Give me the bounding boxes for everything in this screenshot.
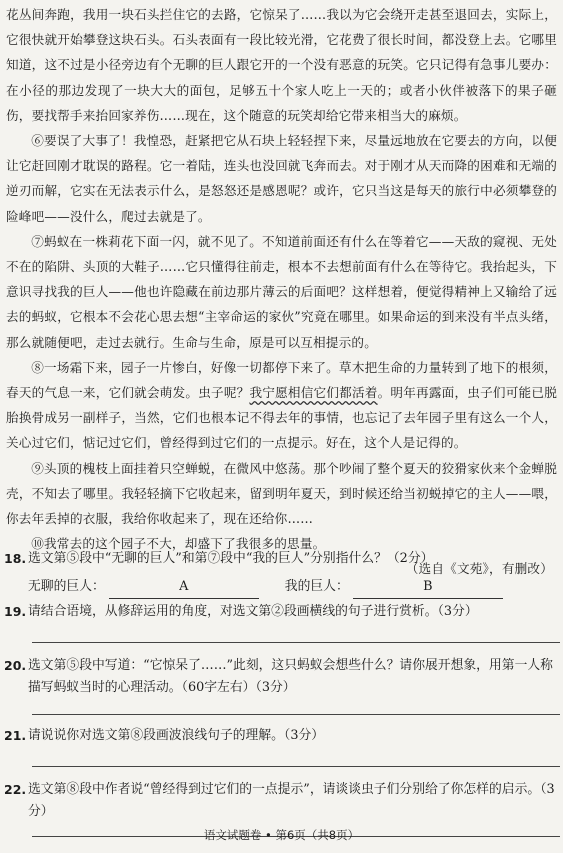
paragraph-8 [6,355,557,456]
question-text: 选文第⑤段中写道：“它惊呆了……”此刻，这只蚂蚁会想些什么？请你展开想象，用第一人称描写蚂蚁当时的心理活动。（60字左右）（3分） [28,658,553,695]
source-note: （选自《文苑》，有删改） [405,561,553,577]
question-text: 选文第⑤段中“无聊的巨人”和第⑦段中“我的巨人”分别指什么？（2分） [28,551,434,566]
blank-label-b: 我的巨人： [284,579,349,594]
paragraph-9: ⑨头顶的槐枝上面挂着只空蝉蜕，在微风中悠荡。那个吵闹了整个夏天的狡猾家伙来个金蝉脱壳，不知去了哪里。我轻轻摘下它收起来，留到明年夏天，到时候还给当初蜕掉它的主人——喂，你去年丢掉的衣服，我给你收起来了，现在还给你…… [6,460,557,527]
question-text: 请说说你对选文第⑧段画波浪线句子的理解。（3分） [28,728,325,743]
question-number: 18. [4,551,27,566]
question-18 [4,548,557,570]
q18-answer-blanks [28,576,557,599]
answer-line[interactable] [32,641,560,643]
paragraph-7: ⑦蚂蚁在一株莉花下面一闪，就不见了。不知道前面还有什么在等着它——天敌的窥视、无处不在的陷阱、头顶的大鞋子……它只懂得往前走，根本不去想前面有什么在等待它。我抬起头，下意识寻找我的巨人——他也许隐藏在前边那片薄云的后面吧？这样想着，便觉得精神上又输给了远去的蚂蚁，它根本不会花心思去想“主宰命运的家伙”究竟在哪里。如果命运的到来没有半点头绪，那么就随便吧，走过去就行。生命与生命，原是可以互相提示的。 [6,233,557,350]
question-20 [4,655,557,699]
question-number: 19. [4,604,27,619]
question-list [4,548,557,837]
paragraph-text: ⑧一场霜下来，园子一片惨白，好像一切都停下来了。草木把生命的力量转到了地下的根须，春天的气息一来，它们就会萌发。虫子呢？ [6,359,557,401]
ellipsis-text: …… [300,7,327,22]
question-text: 选文第⑧段中作者说“曾经得到过它们的一点提示”，请谈谈虫子们分别给了你怎样的启示。（3分） [28,782,555,819]
question-22 [4,779,557,823]
question-21 [4,725,557,747]
question-number: 22. [4,782,27,797]
question-19 [4,601,557,623]
paragraph-text: 。明年再露面，虫子们可能已脱胎换骨成另一副样子，当然，它们也根本记不得去年的事情，也忘记了去年园子里有这么一个人，关心过它们，惦记过它们，曾经得到过它们的一点提示。好在，这个人是记得的。 [6,385,557,451]
answer-blank-b[interactable]: B [353,576,503,599]
paragraph-6: ⑥要误了大事了！我惶恐，赶紧把它从石块上轻轻捏下来，尽量远地放在它要去的方向，以便让它赶回刚才耽误的路程。它一着陆，连头也没回就飞奔而去。对于刚才从天而降的困难和无端的逆刃而解，它实在无法表示什么，是怒怒还是感恩呢？或许，它只当这是每天的旅行中必须攀登的险峰吧——没什么，爬过去就是了。 [6,133,557,224]
answer-line[interactable] [32,713,560,715]
question-number: 20. [4,658,27,673]
paragraph-text: 花丛间奔跑，我用一块石头拦住它的去路，它惊呆了 [6,7,301,22]
reading-passage [6,2,557,582]
wavy-underlined-sentence: 我宁愿相信它们都活着 [249,385,378,401]
question-text: 请结合语境，从修辞运用的角度，对选文第②段画横线的句子进行赏析。（3分） [28,604,478,619]
paragraph-10: ⑩我常去的这个园子不大，却盛下了我很多的思量。 [31,536,326,552]
answer-line[interactable] [32,765,560,767]
question-number: 21. [4,728,27,743]
page-footer: 语文试题卷 • 第6页（共8页） [203,828,360,842]
blank-label-a: 无聊的巨人： [28,579,105,594]
paragraph-text: 我以为它会绕开走甚至退回去，实际上，它很快就开始攀登这块石头。石头表面有一段比较光滑，它花费了很长时间，都没登上去。它哪里知道，这不过是小径旁边有个无聊的巨人跟它开的一个没有恶意的玩笑。它只记得有急事儿要办：在小径的那边发现了一块大大的面包，足够五十个家人吃上一天的；或者小伙伴被落下的果子砸伤，要找帮手来抬回家养伤……现在，这个随意的玩笑却给它带来相当大的麻烦。 [6,7,557,123]
answer-blank-a[interactable]: A [109,576,259,599]
paragraph-5-continued [6,2,557,128]
